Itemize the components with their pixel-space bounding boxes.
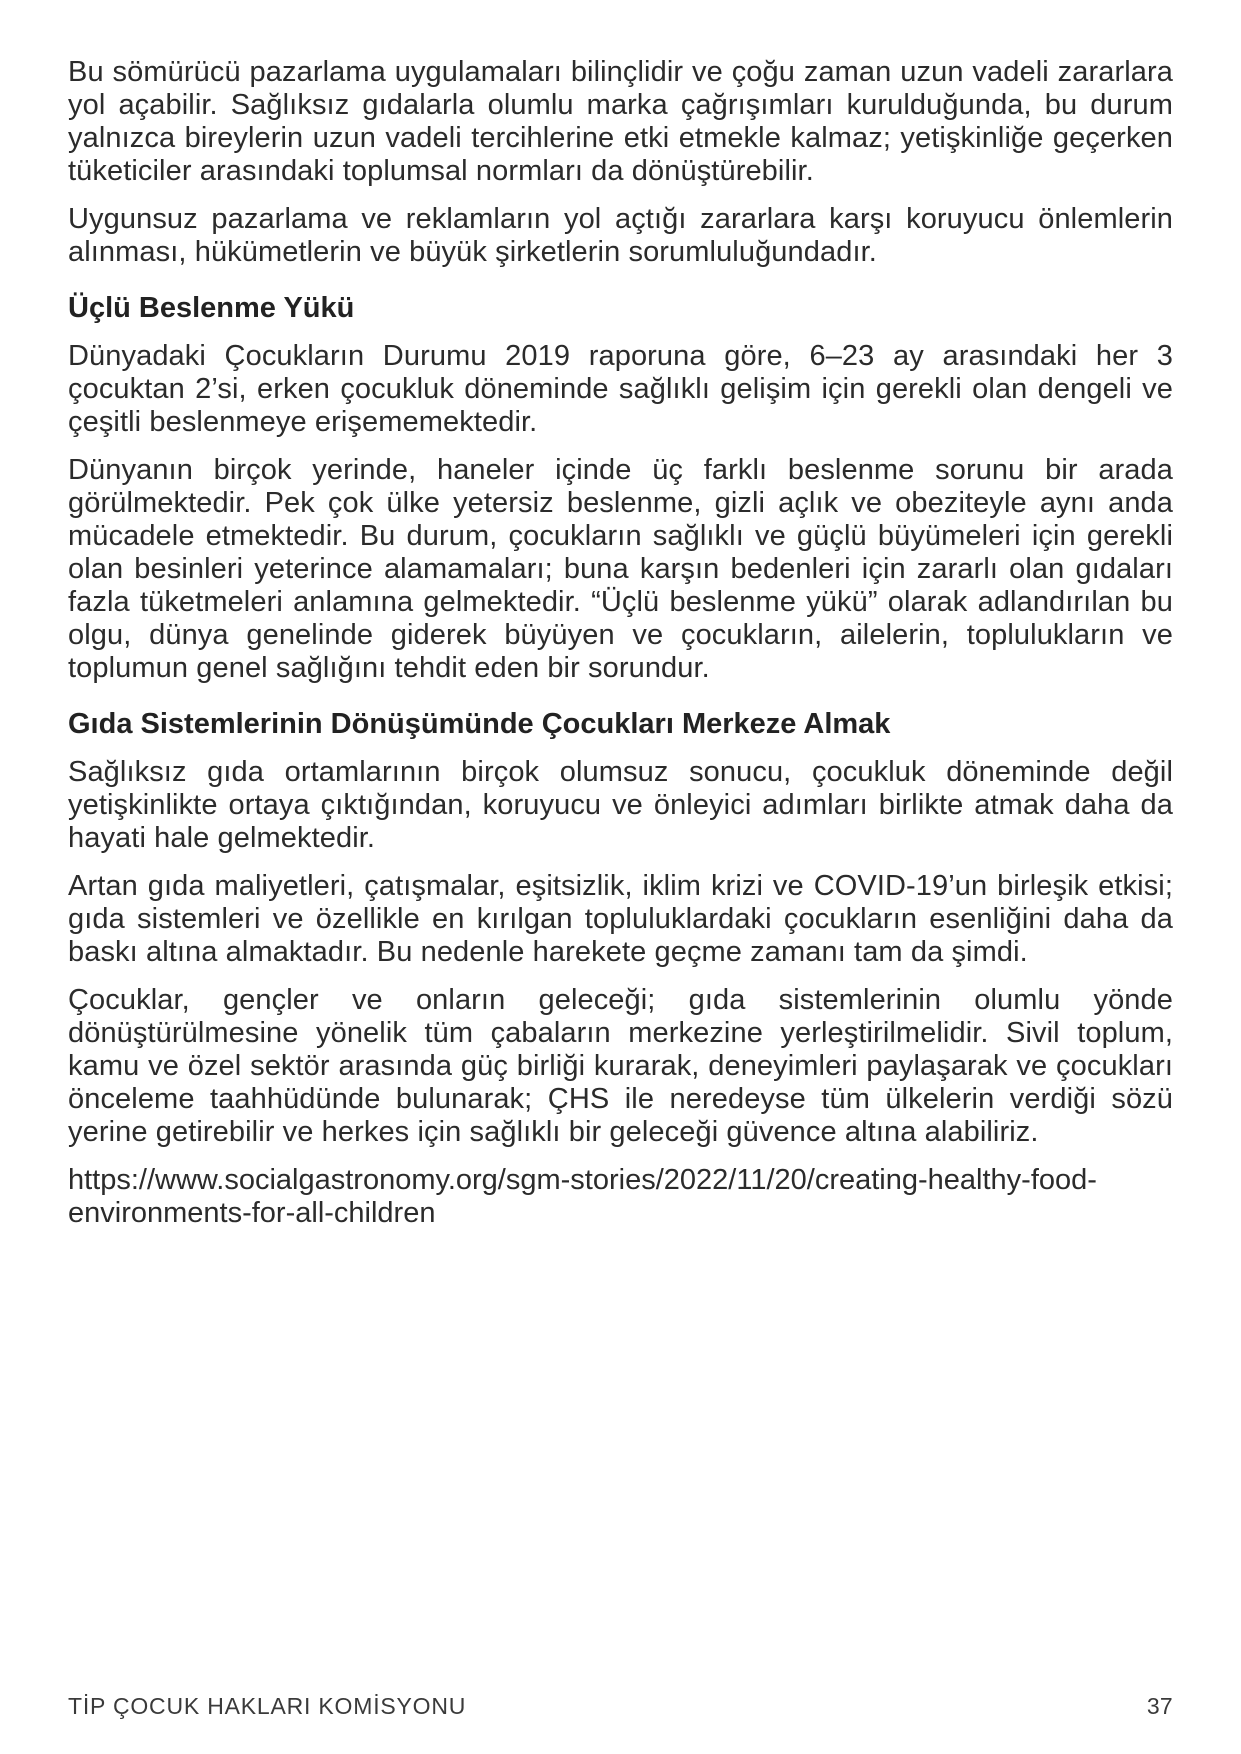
section-heading-food-systems-children: Gıda Sistemlerinin Dönüşümünde Çocukları Merkeze Almak [68,708,891,740]
body-paragraph-unhealthy-food-environments: Sağlıksız gıda ortamlarının birçok olumsuz sonucu, çocukluk döneminde değil yetişkinlikte ortaya çıktığından, koruyucu ve önleyici adımları birlikte atmak daha da hayati hale gelmektedir. [68,756,1173,854]
page-number: 37 [1146,1693,1173,1719]
footer-commission-name: TİP ÇOCUK HAKLARI KOMİSYONU [68,1693,467,1719]
body-paragraph-triple-burden-detail: Dünyanın birçok yerinde, haneler içinde üç farklı beslenme sorunu bir arada görülmektedir. Pek çok ülke yetersiz beslenme, gizli açlık ve obeziteyle aynı anda mücadele etmektedir. Bu durum, çocukların sağlıklı ve güçlü büyümeleri için gerekli olan besinleri yeterince alamamaları; buna karşın bedenleri için zararlı olan gıdaları fazla tüketmeleri anlamına gelmektedir. “Üçlü beslenme yükü” olarak adlandırılan bu olgu, dünya genelinde giderek büyüyen ve çocukların, ailelerin, toplulukların ve toplumun genel sağlığını tehdit eden bir sorundur. [68,454,1173,684]
body-paragraph-unicef-report: Dünyadaki Çocukların Durumu 2019 raporuna göre, 6–23 ay arasındaki her 3 çocuktan 2’si, erken çocukluk döneminde sağlıklı gelişim için gerekli olan dengeli ve çeşitli beslenmeye erişememektedir. [68,340,1173,438]
source-url-link[interactable]: https://www.socialgastronomy.org/sgm-stories/2022/11/20/creating-healthy-food-environments-for-all-children [68,1164,1097,1229]
body-paragraph-children-at-center: Çocuklar, gençler ve onların geleceği; gıda sistemlerinin olumlu yönde dönüştürülmesine yönelik tüm çabaların merkezine yerleştirilmelidir. Sivil toplum, kamu ve özel sektör arasında güç birliği kurarak, deneyimleri paylaşarak ve çocukları önceleme taahhüdünde bulunarak; ÇHS ile neredeyse tüm ülkelerin verdiği sözü yerine getirebilir ve herkes için sağlıklı bir geleceği güvence altına alabiliriz. [68,984,1173,1148]
body-paragraph-combined-effects: Artan gıda maliyetleri, çatışmalar, eşitsizlik, iklim krizi ve COVID-19’un birleşik etkisi; gıda sistemleri ve özellikle en kırılgan topluluklardaki çocukların esenliğini daha da baskı altına almaktadır. Bu nedenle harekete geçme zamanı tam da şimdi. [68,870,1173,968]
page-footer [68,1693,1173,1720]
body-paragraph-responsibility: Uygunsuz pazarlama ve reklamların yol açtığı zararlara karşı koruyucu önlemlerin alınması, hükümetlerin ve büyük şirketlerin sorumluluğundadır. [68,203,1173,268]
body-paragraph-marketing-practices: Bu sömürücü pazarlama uygulamaları bilinçlidir ve çoğu zaman uzun vadeli zararlara yol açabilir. Sağlıksız gıdalarla olumlu marka çağrışımları kurulduğunda, bu durum yalnızca bireylerin uzun vadeli tercihlerine etki etmekle kalmaz; yetişkinliğe geçerken tüketiciler arasındaki toplumsal normları da dönüştürebilir. [68,56,1173,187]
section-heading-triple-nutrition-burden: Üçlü Beslenme Yükü [68,292,355,324]
page-content [68,56,1173,1230]
